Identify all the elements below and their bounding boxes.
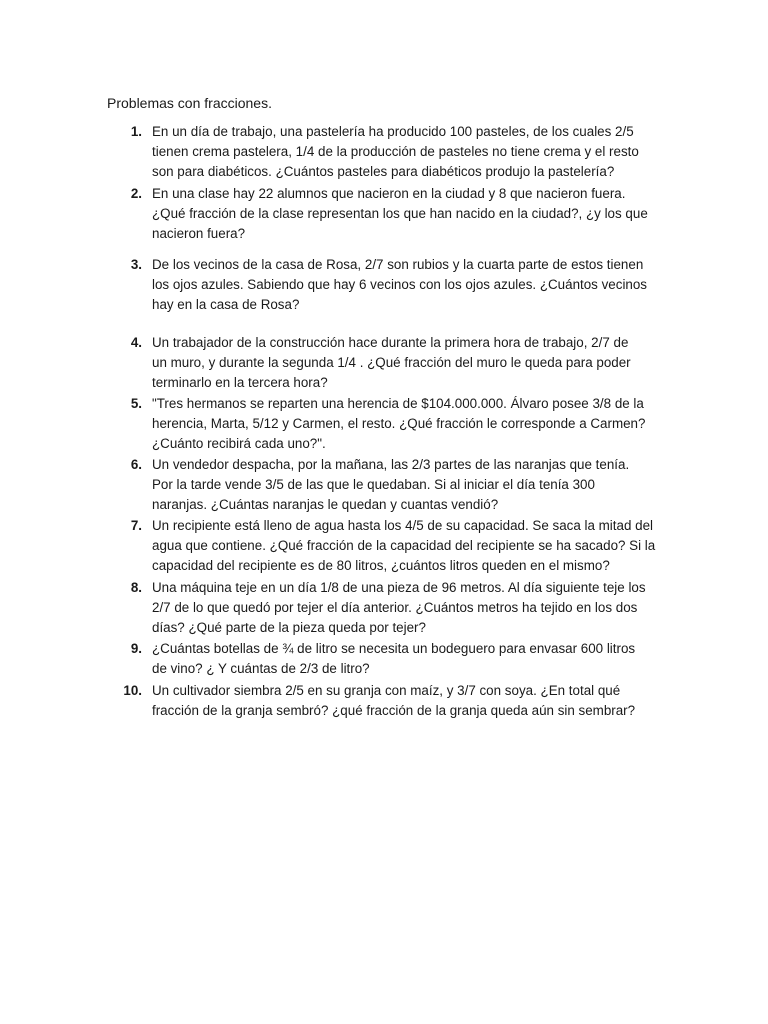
problem-line: los ojos azules. Sabiendo que hay 6 vecinos con los ojos azules. ¿Cuántos vecinos [152, 277, 648, 292]
problem-number: 4. [130, 335, 142, 350]
problem-line: En un día de trabajo, una pastelería ha producido 100 pasteles, de los cuales 2/5 [152, 124, 634, 139]
problem-line: Una máquina teje en un día 1/8 de una pieza de 96 metros. Al día siguiente teje los [152, 580, 646, 595]
problem-line: Un trabajador de la construcción hace durante la primera hora de trabajo, 2/7 de [152, 335, 629, 350]
problem-line: tienen crema pastelera, 1/4 de la producción de pasteles no tiene crema y el resto [152, 144, 639, 159]
problem-line: días? ¿Qué parte de la pieza queda por tejer? [152, 620, 426, 635]
problem-number: 6. [130, 457, 142, 472]
problem-line: ¿Qué fracción de la clase representan los que han nacido en la ciudad?, ¿y los que [152, 206, 648, 221]
problem-text [152, 184, 662, 244]
problem-line: Un cultivador siembra 2/5 en su granja con maíz, y 3/7 con soya. ¿En total qué [152, 683, 621, 698]
problem-text [152, 333, 662, 393]
document-title: Problemas con fracciones. [107, 95, 272, 111]
problem-line: Un recipiente está lleno de agua hasta los 4/5 de su capacidad. Se saca la mitad del [152, 518, 653, 533]
problem-text [152, 122, 662, 182]
problem-line: terminarlo en la tercera hora? [152, 375, 328, 390]
problem-line: herencia, Marta, 5/12 y Carmen, el resto. ¿Qué fracción le corresponde a Carmen? [152, 416, 646, 431]
problem-line: son para diabéticos. ¿Cuántos pasteles para diabéticos produjo la pastelería? [152, 164, 615, 179]
problem-number: 10. [123, 683, 142, 698]
problem-line: De los vecinos de la casa de Rosa, 2/7 son rubios y la cuarta parte de estos tienen [152, 257, 644, 272]
problem-line: Por la tarde vende 3/5 de las que le quedaban. Si al iniciar el día tenía 300 [152, 477, 595, 492]
problem-text [152, 255, 662, 315]
problem-text [152, 455, 662, 515]
problem-line: hay en la casa de Rosa? [152, 297, 300, 312]
problem-line: fracción de la granja sembró? ¿qué fracción de la granja queda aún sin sembrar? [152, 703, 636, 718]
problem-number: 5. [130, 396, 142, 411]
problem-number: 2. [130, 186, 142, 201]
problem-line: ¿Cuántas botellas de ¾ de litro se necesita un bodeguero para envasar 600 litros [152, 641, 636, 656]
problem-line: ¿Cuánto recibirá cada uno?". [152, 436, 326, 451]
problem-text [152, 394, 662, 454]
problem-text [152, 516, 662, 576]
problem-line: de vino? ¿ Y cuántas de 2/3 de litro? [152, 661, 370, 676]
problem-line: Un vendedor despacha, por la mañana, las 2/3 partes de las naranjas que tenía. [152, 457, 630, 472]
problem-number: 3. [130, 257, 142, 272]
problem-number: 1. [130, 124, 142, 139]
problem-line: 2/7 de lo que quedó por tejer el día anterior. ¿Cuántos metros ha tejido en los dos [152, 600, 638, 615]
problem-line: capacidad del recipiente es de 80 litros, ¿cuántos litros queden en el mismo? [152, 558, 610, 573]
problem-number: 9. [130, 641, 142, 656]
problem-text [152, 578, 662, 638]
problem-text [152, 681, 662, 721]
problem-line: "Tres hermanos se reparten una herencia de $104.000.000. Álvaro posee 3/8 de la [152, 396, 644, 411]
problem-line: un muro, y durante la segunda 1/4 . ¿Qué fracción del muro le queda para poder [152, 355, 631, 370]
problem-text [152, 639, 662, 679]
problem-number: 8. [130, 580, 142, 595]
problem-line: En una clase hay 22 alumnos que nacieron en la ciudad y 8 que nacieron fuera. [152, 186, 626, 201]
problem-number: 7. [130, 518, 142, 533]
problem-line: naranjas. ¿Cuántas naranjas le quedan y cuantas vendió? [152, 497, 499, 512]
problem-line: agua que contiene. ¿Qué fracción de la capacidad del recipiente se ha sacado? Si la [152, 538, 656, 553]
problem-line: nacieron fuera? [152, 226, 246, 241]
